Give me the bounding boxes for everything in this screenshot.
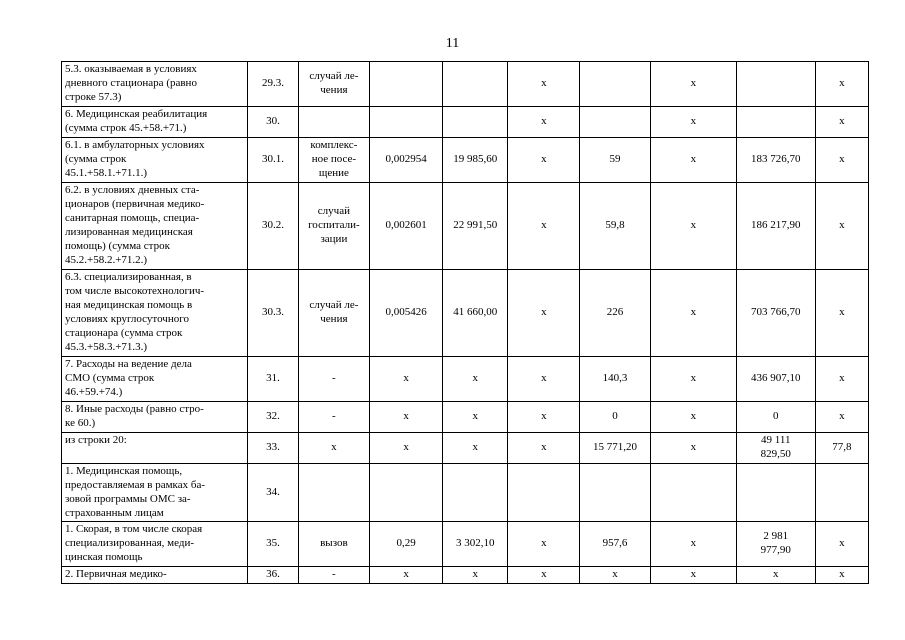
table-cell <box>298 401 370 432</box>
table-cell <box>62 356 248 401</box>
table-cell <box>650 432 736 463</box>
table-cell <box>298 567 370 584</box>
cell-text: 6.2. в условиях дневных ста- ционаров (первичная медико- санитарная помощь, специа- лизированная медицинская помощь) (сумма строк 45.2.+58.2.+71.2.) <box>65 183 205 266</box>
cell-text: 29.3. <box>261 76 284 89</box>
table-cell <box>442 522 508 567</box>
cell-text: x <box>839 537 845 550</box>
table-cell <box>442 62 508 107</box>
table-cell <box>736 432 815 463</box>
cell-text: 6.1. в амбулаторных условиях (сумма строк 45.1.+58.1.+71.1.) <box>65 138 205 179</box>
table-cell <box>815 137 868 182</box>
table-cell <box>370 137 443 182</box>
cell-text: 0,002601 <box>385 218 427 231</box>
cell-text: из строки 20: <box>65 433 127 446</box>
table-cell <box>508 106 580 137</box>
table-cell <box>580 401 651 432</box>
table-cell <box>736 269 815 356</box>
table-cell <box>298 182 370 269</box>
table-row <box>62 463 869 522</box>
table-cell <box>736 463 815 522</box>
table-cell <box>815 401 868 432</box>
table-cell <box>580 567 651 584</box>
table-cell <box>650 522 736 567</box>
table-cell <box>815 522 868 567</box>
table-cell <box>650 401 736 432</box>
cell-text: x <box>403 409 409 422</box>
cell-text: 30.2. <box>261 218 284 231</box>
cell-text: x <box>541 371 547 384</box>
table-cell <box>736 106 815 137</box>
table-cell <box>580 182 651 269</box>
cell-text: 2 981 977,90 <box>760 530 791 557</box>
table-cell <box>580 62 651 107</box>
cell-text: x <box>541 76 547 89</box>
cell-text: x <box>773 568 779 581</box>
cell-text: x <box>472 409 478 422</box>
page-number: 11 <box>445 36 460 51</box>
table-cell <box>442 401 508 432</box>
table-cell <box>370 432 443 463</box>
table-cell <box>62 182 248 269</box>
table-row <box>62 356 869 401</box>
table-cell <box>508 522 580 567</box>
cell-text: 15 771,20 <box>592 440 637 453</box>
table-cell <box>508 62 580 107</box>
cell-text: x <box>472 371 478 384</box>
cell-text: x <box>541 114 547 127</box>
table-cell <box>580 356 651 401</box>
table-cell <box>650 106 736 137</box>
table-cell <box>62 106 248 137</box>
table-cell <box>298 269 370 356</box>
table-cell <box>370 106 443 137</box>
cell-text: 2. Первичная медико- <box>65 568 167 581</box>
table-cell <box>248 567 298 584</box>
table-cell <box>298 463 370 522</box>
table-cell <box>508 356 580 401</box>
table-cell <box>298 522 370 567</box>
cell-text: случай госпитали- зации <box>308 204 360 245</box>
cell-text: 32. <box>266 409 280 422</box>
cell-text: x <box>690 76 697 89</box>
table-cell <box>442 182 508 269</box>
table-cell <box>736 401 815 432</box>
table-cell <box>508 567 580 584</box>
table-cell <box>815 356 868 401</box>
table-row <box>62 106 869 137</box>
table-cell <box>580 522 651 567</box>
table-cell <box>298 137 370 182</box>
cell-text: 31. <box>266 371 280 384</box>
cell-text: 30.3. <box>261 305 284 318</box>
table-cell <box>580 106 651 137</box>
table-cell <box>736 522 815 567</box>
table-cell <box>580 463 651 522</box>
cell-text: 19 985,60 <box>453 152 498 165</box>
table-cell <box>370 401 443 432</box>
cell-text: x <box>690 537 697 550</box>
cell-text: комплекс- ное посе- щение <box>310 138 358 179</box>
table-cell <box>442 463 508 522</box>
table-cell <box>62 401 248 432</box>
cell-text: x <box>541 152 547 165</box>
cell-text: x <box>541 568 547 581</box>
cell-text: 59 <box>609 152 621 165</box>
table-cell <box>508 401 580 432</box>
table-cell <box>62 567 248 584</box>
table-cell <box>508 137 580 182</box>
cell-text: x <box>690 114 697 127</box>
table-cell <box>815 432 868 463</box>
table-cell <box>650 182 736 269</box>
table-cell <box>248 269 298 356</box>
table-cell <box>248 432 298 463</box>
table-cell <box>650 356 736 401</box>
table-cell <box>62 62 248 107</box>
cell-text: 49 111 829,50 <box>760 433 791 460</box>
cell-text: 30. <box>266 114 280 127</box>
table-cell <box>650 567 736 584</box>
table-cell <box>62 463 248 522</box>
cell-text: x <box>472 440 478 453</box>
cell-text: 5.3. оказываемая в условиях дневного стационара (равно строке 57.3) <box>65 63 197 103</box>
cell-text: 59,8 <box>605 218 625 231</box>
table-cell <box>508 182 580 269</box>
table-cell <box>580 269 651 356</box>
table-cell <box>580 137 651 182</box>
table-cell <box>248 463 298 522</box>
cell-text: x <box>839 218 845 231</box>
table-cell <box>62 137 248 182</box>
cell-text: x <box>690 218 697 231</box>
table-cell <box>736 356 815 401</box>
table-cell <box>62 269 248 356</box>
table-cell <box>248 137 298 182</box>
cell-text: 0,002954 <box>385 152 427 165</box>
table-row <box>62 432 869 463</box>
table-cell <box>298 106 370 137</box>
cell-text: 703 766,70 <box>751 305 801 318</box>
cell-text: x <box>472 568 478 581</box>
table-cell <box>370 567 443 584</box>
cell-text: 22 991,50 <box>453 218 498 231</box>
cell-text: 8. Иные расходы (равно стро- ке 60.) <box>65 402 204 429</box>
cell-text: вызов <box>320 537 348 550</box>
table-cell <box>508 463 580 522</box>
table-cell <box>248 106 298 137</box>
table-row <box>62 401 869 432</box>
cell-text: x <box>541 537 547 550</box>
table-cell <box>370 356 443 401</box>
table-cell <box>442 432 508 463</box>
cell-text: x <box>690 409 697 422</box>
table-cell <box>815 463 868 522</box>
cell-text: x <box>839 152 845 165</box>
table-cell <box>650 463 736 522</box>
table-cell <box>815 62 868 107</box>
table-cell <box>248 522 298 567</box>
cell-text: x <box>541 305 547 318</box>
cell-text: x <box>331 440 337 453</box>
data-table <box>61 61 869 584</box>
table-cell <box>815 269 868 356</box>
cell-text: x <box>612 568 618 581</box>
table-cell <box>248 62 298 107</box>
table-cell <box>580 432 651 463</box>
table-cell <box>370 269 443 356</box>
cell-text: x <box>690 568 697 581</box>
table-cell <box>370 522 443 567</box>
cell-text: 1. Скорая, в том числе скорая специализированная, меди- цинская помощь <box>65 523 203 564</box>
table-cell <box>442 106 508 137</box>
cell-text: 0 <box>773 409 779 422</box>
cell-text: - <box>332 409 336 422</box>
table-cell <box>442 269 508 356</box>
cell-text: x <box>839 409 845 422</box>
cell-text: случай ле- чения <box>309 69 359 96</box>
table-cell <box>62 432 248 463</box>
cell-text: 3 302,10 <box>455 537 495 550</box>
cell-text: - <box>332 371 336 384</box>
table-cell <box>442 137 508 182</box>
table-cell <box>370 463 443 522</box>
cell-text: 436 907,10 <box>751 371 801 384</box>
table-row <box>62 522 869 567</box>
cell-text: 6.3. специализированная, в том числе высокотехнологич- ная медицинская помощь в условиях круглосуточного стационара (сумма строк 45.3.+58.3.+71.3.) <box>65 270 205 353</box>
cell-text: x <box>403 371 409 384</box>
table-cell <box>298 356 370 401</box>
cell-text: 186 217,90 <box>751 218 801 231</box>
table-cell <box>248 182 298 269</box>
cell-text: x <box>541 409 547 422</box>
cell-text: x <box>839 568 845 581</box>
cell-text: - <box>332 568 336 581</box>
cell-text: x <box>403 568 409 581</box>
table-cell <box>248 401 298 432</box>
cell-text: 7. Расходы на ведение дела СМО (сумма строк 46.+59.+74.) <box>65 357 192 398</box>
cell-text: 35. <box>266 537 280 550</box>
cell-text: x <box>839 305 845 318</box>
table-cell <box>62 522 248 567</box>
cell-text: x <box>690 440 697 453</box>
cell-text: x <box>403 440 409 453</box>
cell-text: 30.1. <box>261 152 284 165</box>
cell-text: 0 <box>612 409 618 422</box>
table-body <box>62 62 869 584</box>
table-cell <box>736 137 815 182</box>
table-cell <box>370 62 443 107</box>
cell-text: 41 660,00 <box>453 305 498 318</box>
table-row <box>62 137 869 182</box>
table-cell <box>508 269 580 356</box>
cell-text: x <box>690 305 697 318</box>
cell-text: 183 726,70 <box>751 152 801 165</box>
cell-text: x <box>839 114 845 127</box>
cell-text: 140,3 <box>602 371 628 384</box>
table-row <box>62 567 869 584</box>
cell-text: x <box>541 440 547 453</box>
table-cell <box>736 62 815 107</box>
table-cell <box>736 182 815 269</box>
cell-text: x <box>839 371 845 384</box>
cell-text: 34. <box>266 485 280 498</box>
table-row <box>62 182 869 269</box>
table-cell <box>370 182 443 269</box>
table-cell <box>736 567 815 584</box>
cell-text: x <box>541 218 547 231</box>
table-row <box>62 62 869 107</box>
cell-text: x <box>690 152 697 165</box>
table-cell <box>815 182 868 269</box>
cell-text: x <box>690 371 697 384</box>
table-cell <box>298 432 370 463</box>
cell-text: 957,6 <box>602 537 628 550</box>
table-cell <box>508 432 580 463</box>
cell-text: 1. Медицинская помощь, предоставляемая в рамках ба- зовой программы ОМС за- страхованным лицам <box>65 464 205 519</box>
cell-text: 0,29 <box>396 537 416 550</box>
cell-text: x <box>839 76 845 89</box>
cell-text: случай ле- чения <box>309 298 359 325</box>
cell-text: 0,005426 <box>385 305 427 318</box>
table-cell <box>815 567 868 584</box>
table-cell <box>442 567 508 584</box>
cell-text: 77,8 <box>832 440 852 453</box>
table-row <box>62 269 869 356</box>
cell-text: 6. Медицинская реабилитация (сумма строк 45.+58.+71.) <box>65 107 208 134</box>
table-cell <box>650 62 736 107</box>
cell-text: 33. <box>266 440 280 453</box>
table-cell <box>815 106 868 137</box>
table-cell <box>442 356 508 401</box>
table-cell <box>248 356 298 401</box>
cell-text: 226 <box>606 305 624 318</box>
table-cell <box>650 137 736 182</box>
table-cell <box>298 62 370 107</box>
cell-text: 36. <box>266 568 280 581</box>
table-cell <box>650 269 736 356</box>
